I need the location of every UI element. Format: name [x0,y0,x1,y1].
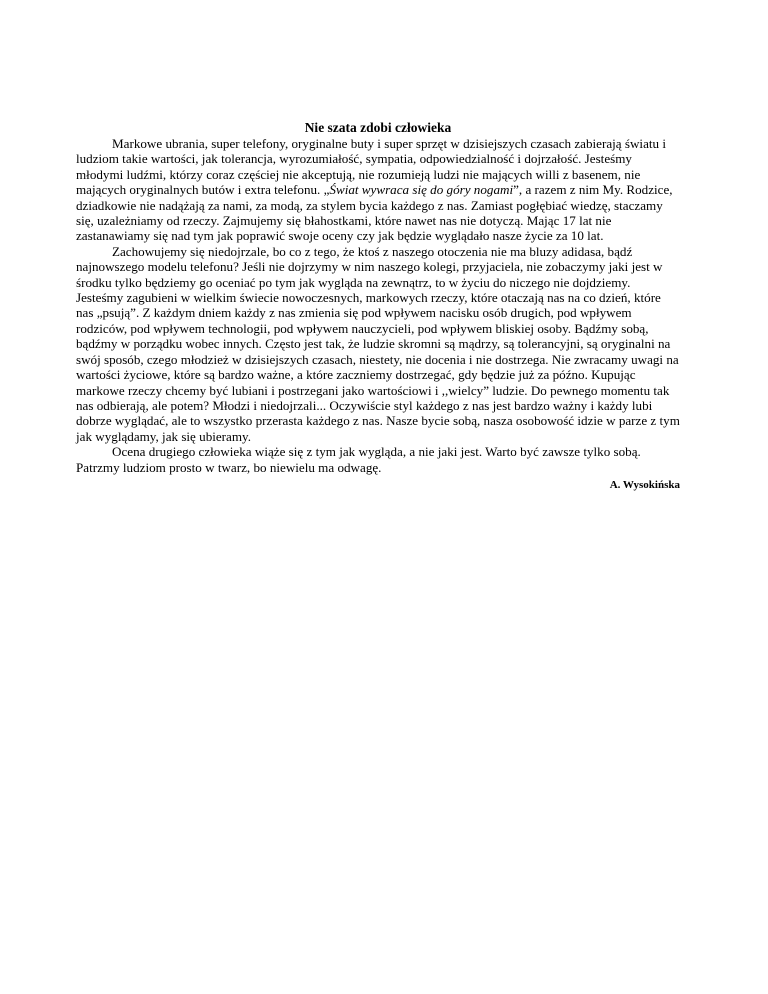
author-signature: A. Wysokińska [609,478,680,491]
document-page [76,120,680,492]
italic-quote: Świat wywraca się do góry nogami [329,182,514,198]
document-title: Nie szata zdobi człowieka [304,120,452,135]
paragraph-1-text: Markowe ubrania, super telefony, oryginalne buty i super sprzęt w dzisiejszych czasach zabierają światu i ludziom takie wartości, jak tolerancja, wyrozumiałość, sympatia, odpowiedzialność i dojrzałość. Jesteśmy młodymi ludźmi, którzy coraz częściej nie akceptują, nie rozumieją ludzi nie mających willi z basenem, nie mających oryginalnych butów i extra telefonu. „ [76,136,666,198]
paragraph-3: Ocena drugiego człowieka wiąże się z tym jak wygląda, a nie jaki jest. Warto być zawsze tylko sobą. Patrzmy ludziom prosto w twarz, bo niewielu ma odwagę. [76,444,641,475]
paragraph-1 [76,136,680,244]
paragraph-1-continued: ”, a razem z nim My. Rodzice, dziadkowie nie nadążają za nami, za modą, za stylem bycia każdego z nas. Zamiast pogłębiać wiedzę, staczamy się, uzależniamy od rzeczy. Zajmujemy się błahostkami, które nawet nas nie dotyczą. Mając 17 lat nie zastanawiamy się nad tym jak poprawić swoje oceny czy jak będzie wyglądało nasze życie za 10 lat. [76,182,673,244]
paragraph-2: Zachowujemy się niedojrzale, bo co z tego, że ktoś z naszego otoczenia nie ma bluzy adidasa, bądź najnowszego modelu telefonu? Jeśli nie dojrzymy w nim naszego kolegi, przyjaciela, nie zobaczymy jaki jest w środku tylko będziemy go oceniać po tym jak wygląda na zewnątrz, to w życiu do niczego nie dojdziemy. Jesteśmy zagubieni w wielkim świecie nowoczesnych, markowych rzeczy, które otaczają nas na co dzień, które nas „psują”. Z każdym dniem każdy z nas zmienia się pod wpływem nacisku osób drugich, pod wpływem rodziców, pod wpływem technologii, pod wpływem nauczycieli, pod wpływem bliskiej osoby. Bądźmy sobą, bądźmy w porządku wobec innych. Często jest tak, że ludzie skromni są mądrzy, są tolerancyjni, są oryginalni na swój sposób, czego młodzież w dzisiejszych czasach, niestety, nie docenia i nie dostrzega. Nie zwracamy uwagi na wartości życiowe, które są bardzo ważne, a które zaczniemy dostrzegać, gdy będzie już za późno. Kupując markowe rzeczy chcemy być lubiani i postrzegani jako wartościowi i ,,wielcy” ludzie. Do pewnego momentu tak nas odbierają, ale potem? Młodzi i niedojrzali... Oczywiście styl każdego z nas jest bardzo ważny i każdy lubi dobrze wyglądać, ale to wszystko przerasta każdego z nas. Nasze bycie sobą, nasza osobowość idzie w parze z tym jak wyglądamy, jak się ubieramy. [76,243,680,444]
